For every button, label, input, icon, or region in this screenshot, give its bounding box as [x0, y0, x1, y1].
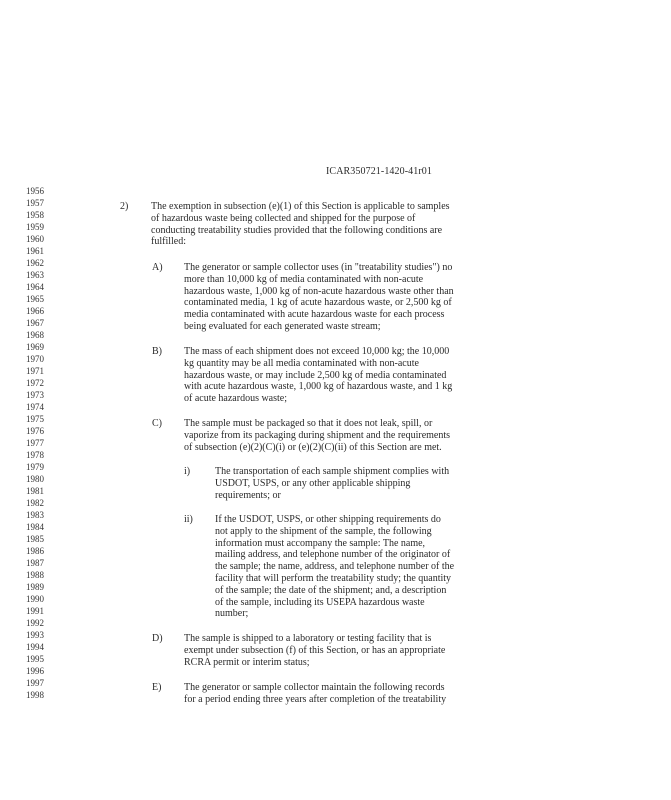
line-number: 1967: [26, 318, 44, 328]
line-number: 1962: [26, 258, 44, 268]
line-number: 1980: [26, 474, 44, 484]
text-line: conducting treatability studies provided that the following conditions are: [151, 224, 443, 236]
line-number: 1976: [26, 426, 44, 436]
section-intro-text: [151, 201, 467, 248]
subitem-label-ii: ii): [184, 514, 193, 525]
text-line: information must accompany the sample: The name,: [215, 537, 426, 549]
item-label-c: C): [152, 418, 162, 429]
text-line: for a period ending three years after completion of the treatability: [184, 693, 447, 705]
line-number: 1998: [26, 690, 44, 700]
line-number: 1981: [26, 486, 44, 496]
text-line: If the USDOT, USPS, or other shipping requirements do: [215, 514, 441, 525]
text-line: USDOT, USPS, or any other applicable shipping: [215, 477, 411, 489]
line-number: 1997: [26, 678, 44, 688]
text-line: with acute hazardous waste, 1,000 kg of hazardous waste, and 1 kg: [184, 381, 453, 393]
line-number: 1958: [26, 210, 44, 220]
line-number: 1959: [26, 222, 44, 232]
text-line: vaporize from its packaging during shipment and the requirements: [184, 429, 451, 441]
text-line: facility that will perform the treatability study; the quantity: [215, 572, 452, 584]
item-text-d: [184, 633, 466, 668]
text-line: The exemption in subsection (e)(1) of this Section is applicable to samples: [151, 201, 450, 212]
subitem-text-i: [215, 466, 465, 501]
line-number: 1966: [26, 306, 44, 316]
text-line: of acute hazardous waste;: [184, 393, 288, 405]
text-line: of the sample, including its USEPA hazardous waste: [215, 596, 425, 608]
text-line: The generator or sample collector uses (in "treatability studies") no: [184, 262, 453, 273]
text-line: hazardous waste, 1,000 kg of non-acute hazardous waste other than: [184, 285, 454, 297]
text-line: of subsection (e)(2)(C)(i) or (e)(2)(C)(ii) of this Section are met.: [184, 441, 442, 453]
document-id: ICAR350721-1420-41r01: [326, 166, 432, 177]
text-line: exempt under subsection (f) of this Section, or has an appropriate: [184, 644, 446, 656]
line-number: 1983: [26, 510, 44, 520]
line-number: 1956: [26, 186, 44, 196]
item-label-a: A): [152, 262, 163, 273]
item-label-e: E): [152, 682, 162, 693]
item-label-b: B): [152, 346, 162, 357]
text-line: The mass of each shipment does not exceed 10,000 kg; the 10,000: [184, 346, 450, 357]
line-number: 1990: [26, 594, 44, 604]
section-label: 2): [120, 201, 129, 212]
text-line: of the sample; the date of the shipment; and, a description: [215, 584, 447, 596]
line-number: 1996: [26, 666, 44, 676]
line-number: 1987: [26, 558, 44, 568]
text-line: kg quantity may be all media contaminated with non-acute: [184, 357, 419, 369]
text-line: mailing address, and telephone number of the originator of: [215, 549, 451, 561]
text-line: the sample; the name, address, and telephone number of the: [215, 561, 455, 573]
text-line: The transportation of each sample shipment complies with: [215, 466, 450, 477]
line-number: 1984: [26, 522, 44, 532]
subitem-label-i: i): [184, 466, 191, 477]
line-number: 1989: [26, 582, 44, 592]
line-number: 1992: [26, 618, 44, 628]
line-number: 1968: [26, 330, 44, 340]
item-text-c: [184, 418, 466, 453]
subitem-text-ii: [215, 514, 465, 620]
text-line: being evaluated for each generated waste stream;: [184, 320, 381, 332]
text-line: fulfilled:: [151, 236, 186, 248]
line-number: 1970: [26, 354, 44, 364]
line-number: 1985: [26, 534, 44, 544]
text-line: The generator or sample collector maintain the following records: [184, 682, 445, 693]
line-number: 1994: [26, 642, 44, 652]
text-line: media contaminated with acute hazardous waste for each process: [184, 309, 445, 321]
line-number: 1982: [26, 498, 44, 508]
line-number: 1978: [26, 450, 44, 460]
text-line: contaminated media, 1 kg of acute hazardous waste, or 2,500 kg of: [184, 297, 452, 309]
text-line: more than 10,000 kg of media contaminated with non-acute: [184, 273, 424, 285]
line-number: 1971: [26, 366, 44, 376]
text-line: requirements; or: [215, 489, 281, 501]
line-number: 1988: [26, 570, 44, 580]
line-number: 1993: [26, 630, 44, 640]
text-line: hazardous waste, or may include 2,500 kg of media contaminated: [184, 369, 447, 381]
line-number: 1963: [26, 270, 44, 280]
line-number: 1977: [26, 438, 44, 448]
text-line: The sample is shipped to a laboratory or testing facility that is: [184, 633, 432, 644]
line-number: 1969: [26, 342, 44, 352]
line-number: 1965: [26, 294, 44, 304]
line-number: 1975: [26, 414, 44, 424]
line-number: 1957: [26, 198, 44, 208]
text-line: not apply to the shipment of the sample, the following: [215, 525, 432, 537]
line-number: 1973: [26, 390, 44, 400]
item-label-d: D): [152, 633, 163, 644]
text-line: RCRA permit or interim status;: [184, 656, 310, 668]
line-number: 1986: [26, 546, 44, 556]
line-number: 1961: [26, 246, 44, 256]
text-line: number;: [215, 608, 249, 620]
line-number: 1979: [26, 462, 44, 472]
line-number: 1972: [26, 378, 44, 388]
item-text-b: [184, 346, 466, 405]
item-text-a: [184, 262, 466, 333]
line-number: 1960: [26, 234, 44, 244]
line-number: 1974: [26, 402, 44, 412]
text-line: of hazardous waste being collected and shipped for the purpose of: [151, 212, 416, 224]
line-number: 1964: [26, 282, 44, 292]
line-number: 1995: [26, 654, 44, 664]
line-number: 1991: [26, 606, 44, 616]
text-line: The sample must be packaged so that it does not leak, spill, or: [184, 418, 433, 429]
item-text-e: [184, 682, 466, 706]
